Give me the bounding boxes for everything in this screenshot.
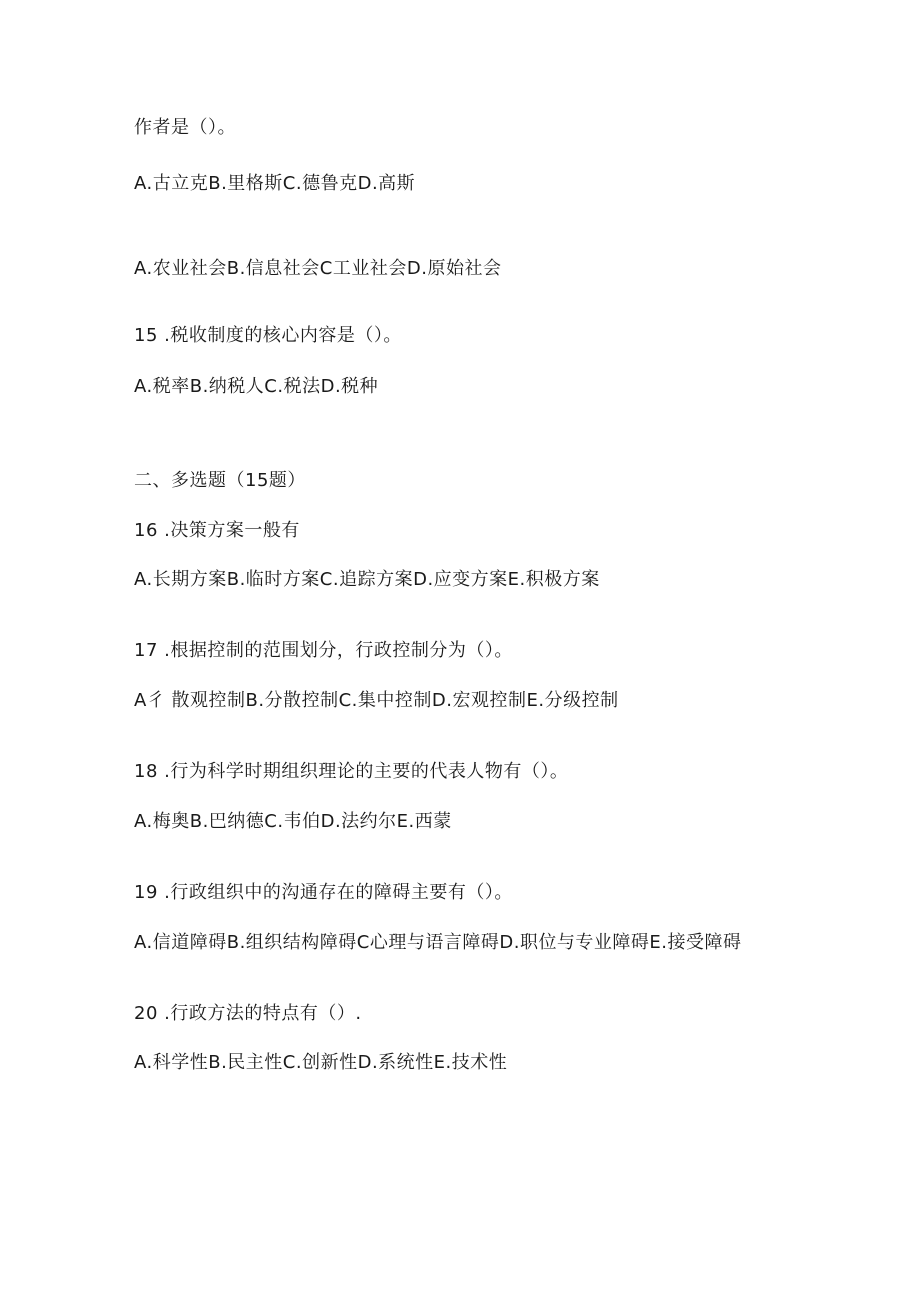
question-15: 15 .税收制度的核心内容是（）。: [134, 325, 402, 346]
question-18-options: A.梅奥B.巴纳德C.韦伯D.法约尔E.西蒙: [134, 811, 452, 832]
section-heading: 二、多选题（15题）: [134, 470, 306, 491]
question-options: A.农业社会B.信息社会C工业社会D.原始社会: [134, 258, 502, 279]
question-18: 18 .行为科学时期组织理论的主要的代表人物有（）。: [134, 761, 569, 782]
question-16-options: A.长期方案B.临时方案C.追踪方案D.应变方案E.积极方案: [134, 569, 600, 590]
question-20: 20 .行政方法的特点有（）.: [134, 1003, 362, 1024]
question-17: 17 .根据控制的范围划分，行政控制分为（）。: [134, 640, 513, 661]
question-19-options: A.信道障碍B.组织结构障碍C心理与语言障碍D.职位与专业障碍E.接受障碍: [134, 932, 742, 953]
question-15-options: A.税率B.纳税人C.税法D.税种: [134, 376, 379, 397]
question-16: 16 .决策方案一般有: [134, 520, 300, 541]
question-20-options: A.科学性B.民主性C.创新性D.系统性E.技术性: [134, 1052, 508, 1073]
question-fragment-text: 作者是（）。: [134, 117, 236, 138]
question-options: A.古立克B.里格斯C.德鲁克D.高斯: [134, 173, 416, 194]
question-19: 19 .行政组织中的沟通存在的障碍主要有（）。: [134, 882, 513, 903]
question-17-options: A彳 散观控制B.分散控制C.集中控制D.宏观控制E.分级控制: [134, 690, 619, 711]
